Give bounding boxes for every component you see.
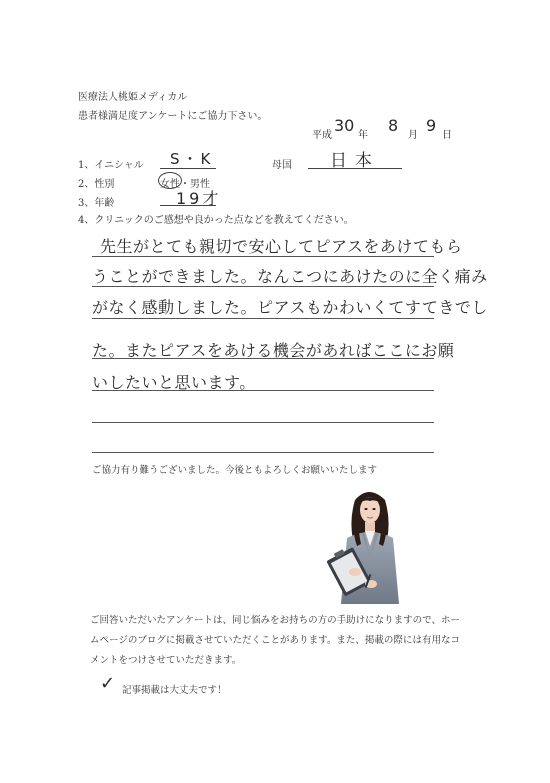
- date-field: [312, 116, 462, 141]
- q3-answer: 19才: [176, 189, 222, 208]
- consent-check-mark: ✓: [100, 673, 116, 694]
- publication-notice: ご回答いただいたアンケートは、同じ悩みをお持ちの方の手助けになりますので、ホームページのブログに掲載させていただくことがあります。また、掲載の際には有用なコメントをつけさせていただきます。: [90, 615, 460, 666]
- date-month-unit: 月: [408, 130, 418, 141]
- woman-with-clipboard-photo: [325, 486, 413, 608]
- q1-underline: [160, 168, 216, 169]
- q2-label: 2、性別: [78, 179, 115, 190]
- date-year-value: 30: [334, 116, 355, 135]
- answer-line-7: [92, 452, 434, 453]
- consent-label: 記事掲載は大丈夫です！: [122, 685, 227, 696]
- q1-label: 1、イニシャル: [78, 160, 144, 171]
- date-day-value: 9: [426, 116, 437, 135]
- q4-label: 4、クリニックのご感想や良かった点などを教えてください。: [78, 215, 354, 226]
- comment-line-1: 先生がとても親切で安心してピアスをあけてもら: [100, 237, 463, 256]
- answer-line-4: [92, 358, 434, 359]
- answer-line-1: [92, 256, 434, 257]
- comment-line-5: いしたいと思います。: [92, 373, 256, 392]
- comment-line-4: た。またピアスをあける機会があればここにお願: [92, 341, 455, 360]
- date-month-value: 8: [388, 116, 399, 135]
- q3-underline: [160, 205, 216, 206]
- answer-line-6: [92, 422, 434, 423]
- organization-name: 医療法人桃姫メディカル: [78, 92, 188, 103]
- comment-line-3: がなく感動しました。ピアスもかわいくてすてきでし: [92, 298, 488, 317]
- answer-line-3: [92, 318, 434, 319]
- country-underline: [308, 168, 402, 169]
- date-day-unit: 日: [442, 130, 452, 141]
- survey-heading: 患者様満足度アンケートにご協力下さい。: [78, 111, 268, 122]
- country-label: 母国: [272, 160, 292, 171]
- q1-answer: S・K: [170, 150, 214, 168]
- answer-line-2: [92, 286, 434, 287]
- q2-options: 女性・男性: [160, 179, 210, 190]
- date-year-unit: 年: [358, 130, 368, 141]
- answer-line-5: [92, 390, 434, 391]
- q3-label: 3、年齢: [78, 198, 115, 209]
- comment-line-2: うことができました。なんこつにあけたのに全く痛み: [92, 267, 488, 286]
- date-era: 平成: [312, 130, 332, 141]
- thanks-message: ご協力有り難うございました。今後ともよろしくお願いいたします: [92, 465, 378, 476]
- country-answer: 日本: [330, 151, 380, 171]
